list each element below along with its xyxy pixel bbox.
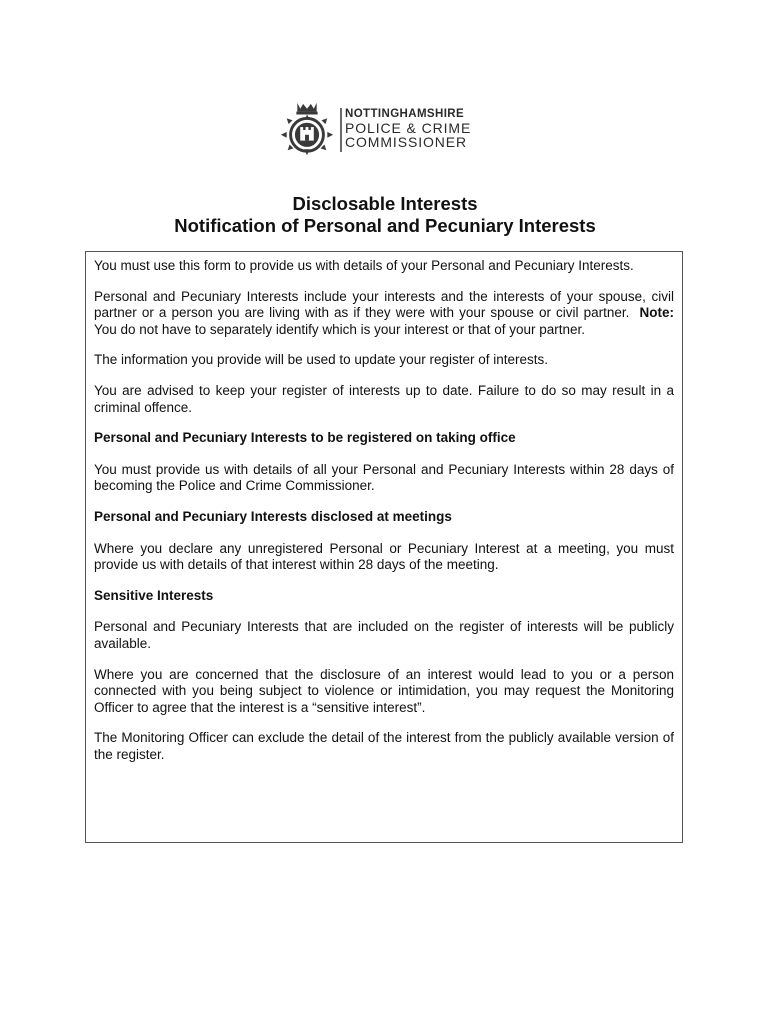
public-availability-paragraph: Personal and Pecuniary Interests that are included on the register of interests will be publicly available. bbox=[94, 619, 674, 651]
section-heading-sensitive: Sensitive Interests bbox=[94, 587, 214, 603]
taking-office-paragraph: You must provide us with details of all your Personal and Pecuniary Interests within 28 days of becoming the Police and Crime Commissioner. bbox=[94, 461, 674, 494]
warning-paragraph: You are advised to keep your register of interests up to date. Failure to do so may result in a criminal offence. bbox=[94, 382, 674, 415]
meetings-paragraph: Where you declare any unregistered Personal or Pecuniary Interest at a meeting, you must provide us with details of that interest within 28 days of the meeting. bbox=[94, 540, 674, 573]
definition-paragraph bbox=[94, 289, 674, 339]
register-update-paragraph: The information you provide will be used to update your register of interests. bbox=[94, 352, 548, 368]
exclusion-paragraph: The Monitoring Officer can exclude the detail of the interest from the publicly available version of the register. bbox=[94, 730, 674, 762]
logo-wordmark bbox=[345, 108, 471, 149]
police-crest-icon bbox=[278, 100, 336, 158]
title-line-1: Disclosable Interests bbox=[292, 193, 478, 214]
title-line-2: Notification of Personal and Pecuniary Interests bbox=[174, 215, 596, 236]
note-text: You do not have to separately identify which is your interest or that of your partner. bbox=[94, 321, 586, 337]
logo-line-2: POLICE & CRIME bbox=[345, 120, 472, 136]
logo-line-3: COMMISSIONER bbox=[345, 134, 468, 150]
organisation-logo bbox=[278, 100, 508, 160]
logo-divider bbox=[340, 108, 342, 152]
definition-text: Personal and Pecuniary Interests include your interests and the interests of your spouse, civil partner or a person you are living with as if they were with your spouse or civil partner. bbox=[94, 288, 674, 321]
document-title bbox=[0, 193, 770, 237]
intro-paragraph: You must use this form to provide us with details of your Personal and Pecuniary Interests. bbox=[94, 258, 634, 273]
note-label: Note: bbox=[639, 305, 674, 321]
sensitive-request-paragraph: Where you are concerned that the disclosure of an interest would lead to you or a person connected with you being subject to violence or intimidation, you may request the Monitoring Officer to agree that the interest is a “sensitive interest”. bbox=[94, 666, 674, 715]
section-heading-taking-office: Personal and Pecuniary Interests to be registered on taking office bbox=[94, 430, 516, 446]
guidance-box bbox=[85, 251, 683, 843]
section-heading-meetings: Personal and Pecuniary Interests disclosed at meetings bbox=[94, 508, 452, 524]
logo-line-1: NOTTINGHAMSHIRE bbox=[345, 108, 465, 120]
